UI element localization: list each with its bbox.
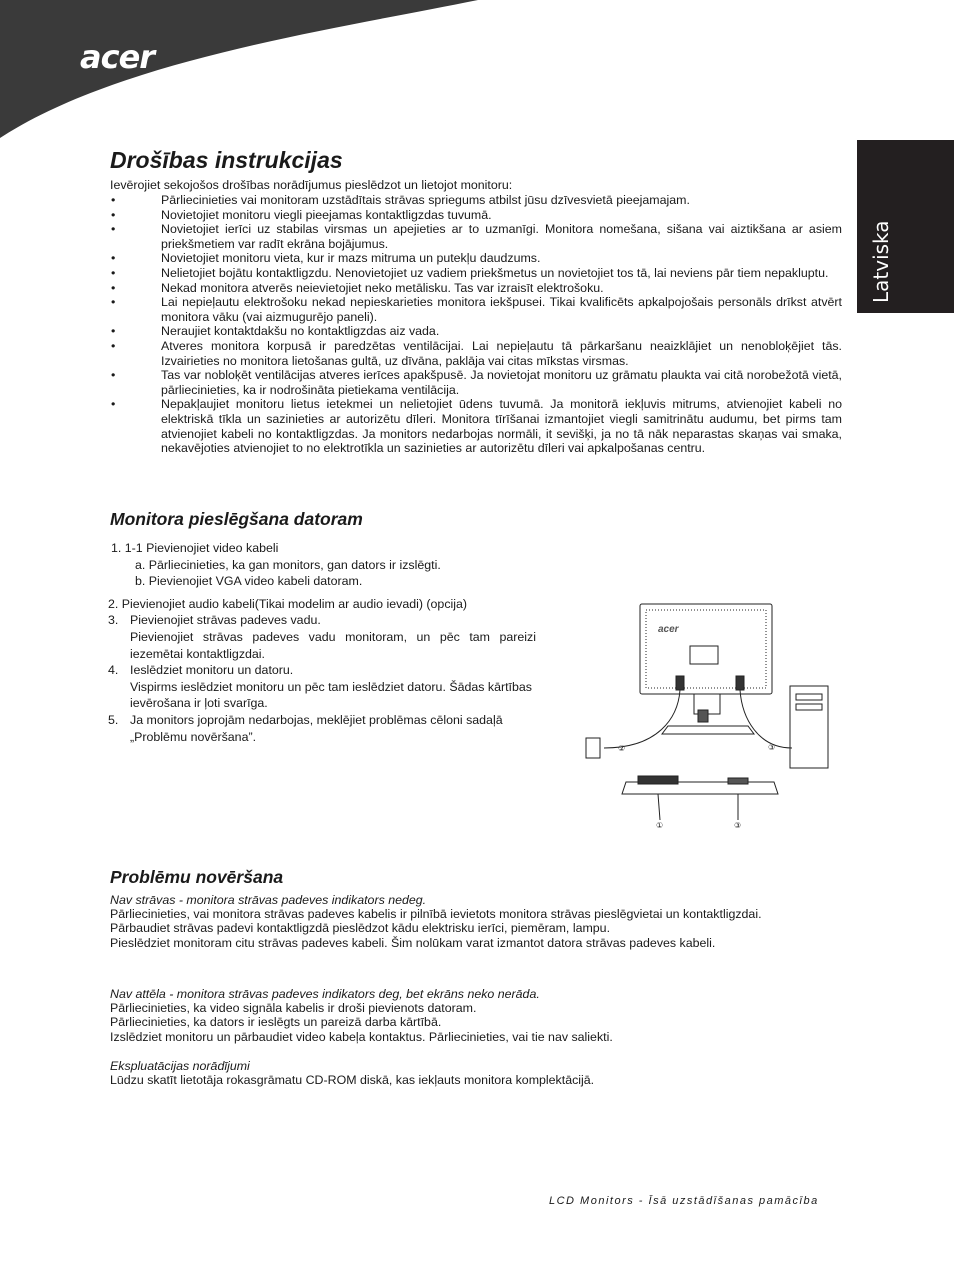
language-tab-label: Latviska	[869, 220, 893, 303]
monitor-vent	[690, 646, 718, 664]
trouble-text: Pārliecinieties, vai monitora strāvas padeves kabelis ir pilnībā ievietots monitora strāvas pieslēgvietai un kontaktligzdai.	[110, 907, 762, 922]
callout-3: ③	[768, 743, 776, 752]
trouble-text: Pārliecinieties, ka video signāla kabelis ir droši pievienots datoram.	[110, 1001, 477, 1016]
monitor-port-left	[676, 676, 684, 690]
bottom-port-video	[728, 778, 748, 784]
list-item: • Nelietojiet bojātu kontaktligzdu. Nenovietojiet uz vadiem priekšmetus un novietojiet tos tā, lai neviens pār tiem nepakluptu.	[110, 266, 842, 281]
safety-intro: Ievērojiet sekojošos drošības norādījumus pieslēdzot un lietojot monitoru:	[110, 178, 513, 192]
safety-title: Drošības instrukcijas	[110, 147, 343, 173]
monitor-stand-connector	[698, 710, 708, 722]
acer-logo: acer	[80, 38, 155, 76]
list-item: • Atveres monitora korpusā ir paredzētas ventilācijai. Lai nepieļautu tā pārkaršanu neaizklājiet un nenobloķējiet tās. Izvairieties no monitora lietošanas gultā, uz dīvāna, paklāja vai citas mīkstas virsmas.	[110, 339, 842, 368]
pc-drive-bay	[796, 704, 822, 710]
step-1a: a. Pārliecinieties, ka gan monitors, gan dators ir izslēgti.	[135, 557, 441, 572]
step-1b: b. Pievienojiet VGA video kabeli datoram.	[135, 574, 363, 589]
monitor-logo: acer	[658, 624, 679, 635]
trouble-block-3	[110, 1059, 842, 1087]
bottom-ports	[638, 776, 678, 784]
step-4: 4. Ieslēdziet monitoru un datoru. Vispirms ieslēdziet monitoru un pēc tam ieslēdziet datoru. Šādas kārtības ievērošana ir ļoti svarīga.	[108, 663, 532, 711]
list-item: • Lai nepieļautu elektrošoku nekad nepieskarieties monitora iekšpusei. Tikai kvalificēts apkalpojošais personāls drīkst atvērt monitora vāku (vai aizmugurējo paneli).	[110, 295, 842, 324]
trouble-heading-3: Ekspluatācijas norādījumi	[110, 1059, 250, 1073]
header-banner	[0, 0, 480, 140]
language-tab	[857, 140, 954, 313]
step-1: 1. 1-1 Pievienojiet video kabeli	[111, 541, 279, 555]
list-item: • Novietojiet monitoru vieta, kur ir mazs mitruma un putekļu daudzums.	[110, 251, 842, 266]
list-item: • Neraujiet kontaktdakšu no kontaktligzdas aiz vada.	[110, 324, 842, 339]
trouble-block-2	[110, 987, 842, 1044]
list-item: • Pārliecinieties vai monitoram uzstādītais strāvas spriegums atbilst jūsu dzīvesvietā pieejamajam.	[110, 193, 842, 208]
trouble-text: Izslēdziet monitoru un pārbaudiet video kabeļa kontaktus. Pārliecinieties, vai tie nav saliekti.	[110, 1029, 613, 1044]
list-item: • Nepakļaujiet monitoru lietus ietekmei un nelietojiet ūdens tuvumā. Ja monitorā iekļuvis mitrums, atvienojiet kabeli no elektriskā tīkla un sazinieties ar autorizētu dīleri. Monitora tīrīšanai izmantojiet viegli samitrinātu audumu, bet pirms tam atvienojiet kabeli no kontaktligzdas. Ja monitors nedarbojas normāli, it sevišķi, ja no tā nāk neparastas skaņas vai smaka, nekavējoties atvienojiet to no elektrotīkla un sazinieties ar autorizētu dīleri vai apkalpošanas centru.	[110, 397, 842, 455]
trouble-text: Pārbaudiet strāvas padevi kontaktligzdā pieslēdzot kādu elektrisku ierīci, piemēram, lampu.	[110, 921, 611, 936]
connect-title: Monitora pieslēgšana datoram	[110, 509, 363, 529]
list-item: • Tas var nobloķēt ventilācijas atveres ierīces apakšpusē. Ja novietojat monitoru uz grāmatu plaukta vai citā norobežotā vietā, pārliecinieties, ka ir nodrošināta pietiekama ventilācija.	[110, 368, 842, 397]
trouble-heading-2: Nav attēla - monitora strāvas padeves indikators deg, bet ekrāns neko nerāda.	[110, 987, 540, 1001]
list-item: • Nekad monitora atverēs neievietojiet neko metālisku. Tas var izraisīt elektrošoku.	[110, 281, 842, 296]
callout-3b: ③	[734, 821, 742, 830]
trouble-text: Pieslēdziet monitoram citu strāvas padeves kabeli. Šim nolūkam varat izmantot datora strāvas padeves kabeli.	[110, 935, 716, 950]
connect-steps	[108, 540, 536, 745]
connection-diagram	[578, 598, 836, 836]
pc-drive-bay	[796, 694, 822, 700]
video-cable	[740, 690, 792, 748]
trouble-block-1	[110, 893, 842, 950]
list-item: • Novietojiet ierīci uz stabilas virsmas un apejieties ar to uzmanīgi. Monitora nomešana, sišana vai aiztikšana ar asiem priekšmetiem var radīt ekrāna bojājumus.	[110, 222, 842, 251]
step-5: 5. Ja monitors joprojām nedarbojas, meklējiet problēmas cēloni sadaļā „Problēmu novēršana”.	[108, 712, 503, 744]
monitor-base	[662, 726, 754, 734]
callout-2: ②	[618, 744, 626, 753]
monitor-port-right	[736, 676, 744, 690]
safety-list	[110, 193, 842, 456]
step-3: 3. Pievienojiet strāvas padeves vadu. Pievienojiet strāvas padeves vadu monitoram, un pēc tam pareizi iezemētai kontaktligzdai.	[108, 613, 536, 661]
page-footer: LCD Monitors - Īsā uzstādīšanas pamācība	[549, 1195, 819, 1207]
list-item: • Novietojiet monitoru viegli pieejamas kontaktligzdas tuvumā.	[110, 208, 842, 223]
wall-outlet	[586, 738, 600, 758]
callout-1: ①	[656, 821, 664, 830]
trouble-text: Lūdzu skatīt lietotāja rokasgrāmatu CD-ROM diskā, kas iekļauts monitora komplektācijā.	[110, 1073, 595, 1088]
trouble-title: Problēmu novēršana	[110, 867, 284, 887]
step-2: 2. Pievienojiet audio kabeli(Tikai modelim ar audio ievadi) (opcija)	[108, 596, 468, 611]
callout-line	[658, 794, 660, 820]
trouble-text: Pārliecinieties, ka dators ir ieslēgts un pareizā darba kārtībā.	[110, 1015, 442, 1030]
power-cable	[604, 690, 680, 748]
trouble-heading-1: Nav strāvas - monitora strāvas padeves indikators nedeg.	[110, 893, 427, 907]
